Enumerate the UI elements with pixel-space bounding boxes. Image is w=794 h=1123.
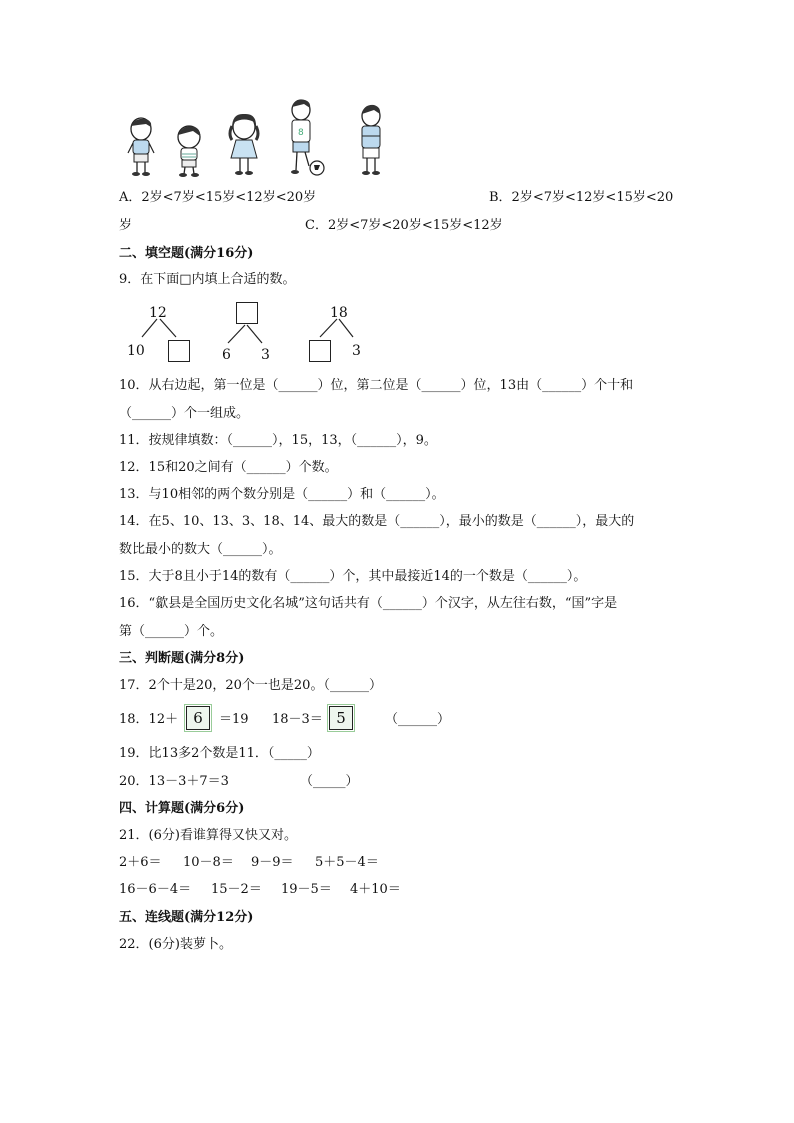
q12-text: 12．15和20之间有（______）个数。 <box>119 460 338 475</box>
q10-line1: 10．从右边起，第一位是（______）位，第二位是（______）位，13由（______）个十和 <box>119 378 634 393</box>
q18-box-6: 6 <box>186 706 210 730</box>
q22-text: 22．(6分)装萝卜。 <box>119 937 232 952</box>
calc-row1-item4: 5＋5－4＝ <box>315 855 379 870</box>
tree2-answer-box[interactable] <box>236 302 258 324</box>
child-illustration-1 <box>124 116 158 178</box>
q15-text: 15．大于8且小于14的数有（______）个，其中最接近14的一个数是（______）。 <box>119 569 587 584</box>
tree2-left-number: 6 <box>222 347 231 363</box>
section5-heading: 五、连线题(满分12分) <box>119 910 254 925</box>
q16-line1: 16．“歙县是全国历史文化名城”这句话共有（______）个汉字，从左往右数，“国”字是 <box>119 596 618 611</box>
q8-option-a: A．2岁<7岁<15岁<12岁<20岁 <box>119 190 317 205</box>
calc-row1-item2: 10－8＝ <box>183 855 234 870</box>
q21-text: 21．(6分)看谁算得又快又对。 <box>119 828 297 843</box>
q8-option-c: C．2岁<7岁<20岁<15岁<12岁 <box>305 218 503 233</box>
calc-row1-item3: 9－9＝ <box>251 855 294 870</box>
q18-part-c: 18－3＝ <box>272 712 323 727</box>
tree3-top-number: 18 <box>330 305 348 321</box>
q8-option-b: B．2岁<7岁<12岁<15岁<20 <box>489 190 674 205</box>
q19-text: 19．比13多2个数是11．（_____） <box>119 746 320 761</box>
section3-heading: 三、判断题(满分8分) <box>119 651 245 666</box>
tree1-answer-box[interactable] <box>168 340 190 362</box>
child-illustration-2 <box>173 124 205 178</box>
child-illustration-girl <box>226 112 262 178</box>
q17-text: 17．2个十是20，20个一也是20。（______） <box>119 678 382 693</box>
child-illustration-soccer <box>285 98 327 178</box>
tree3-right-number: 3 <box>352 343 361 359</box>
q9-text: 9．在下面□内填上合适的数。 <box>119 272 296 287</box>
q18-part-a: 18．12＋ <box>119 712 179 727</box>
calc-row1-item1: 2＋6＝ <box>119 855 162 870</box>
calc-row2-item4: 4＋10＝ <box>350 882 401 897</box>
child-illustration-5 <box>356 104 388 178</box>
section4-heading: 四、计算题(满分6分) <box>119 801 245 816</box>
calc-row2-item3: 19－5＝ <box>281 882 332 897</box>
calc-row2-item2: 15－2＝ <box>211 882 262 897</box>
calc-row2-item1: 16－6－4＝ <box>119 882 192 897</box>
q18-box-5: 5 <box>329 706 353 730</box>
q14-line2: 数比最小的数大（______）。 <box>119 542 282 557</box>
tree2-right-number: 3 <box>261 347 270 363</box>
q18-part-b: ＝19 <box>219 712 249 727</box>
q18-judge-parens: （______） <box>385 712 451 727</box>
tree1-left-number: 10 <box>127 343 145 359</box>
q13-text: 13．与10相邻的两个数分别是（______）和（______）。 <box>119 487 445 502</box>
svg-text:8: 8 <box>298 128 304 138</box>
q10-line2: （______）个一组成。 <box>119 406 250 421</box>
tree1-top-number: 12 <box>149 305 167 321</box>
q14-line1: 14．在5、10、13、3、18、14、最大的数是（______），最小的数是（______），最大的 <box>119 514 635 529</box>
q8-option-b-continued: 岁 <box>119 218 133 233</box>
q20-judge-parens: （_____） <box>300 774 359 789</box>
section2-heading: 二、填空题(满分16分) <box>119 246 254 261</box>
q20-expression: 20．13－3＋7＝3 <box>119 774 229 789</box>
tree3-answer-box[interactable] <box>309 340 331 362</box>
q11-text: 11．按规律填数：（______），15，13，（______），9。 <box>119 433 437 448</box>
q16-line2: 第（______）个。 <box>119 624 224 639</box>
